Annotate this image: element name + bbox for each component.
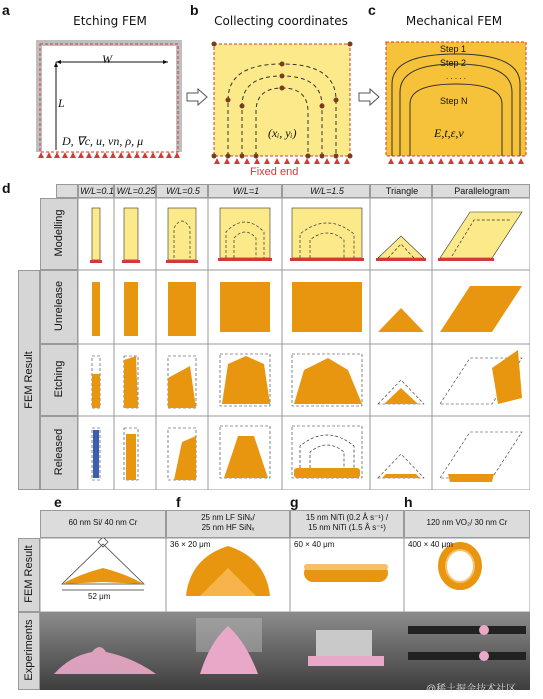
step-dots: . . . . . (446, 72, 467, 81)
sem-image-e (40, 612, 166, 690)
arrow-a-to-b (186, 88, 208, 111)
panel-f-material-1: 25 nm LF SiNₓ/ (201, 513, 255, 522)
panel-e-label: e (54, 494, 62, 510)
width-label: W (102, 52, 112, 66)
fem-result-grid (78, 198, 530, 490)
arrow-b-to-c (358, 88, 380, 111)
col-header-1: W/L=0.25 (114, 184, 156, 198)
etching-params: D, ∇c, u, νn, ρ, μ (62, 134, 144, 148)
sem-image-h (404, 612, 530, 690)
table-header-corner (56, 184, 78, 198)
group-label-fem-text: FEM Result (23, 351, 35, 409)
step-2-label: Step 2 (440, 58, 467, 68)
sem-image-g (290, 612, 404, 690)
fem-result-row (40, 538, 530, 612)
col-header-4: W/L=1.5 (282, 184, 370, 198)
coordinates-box (210, 40, 354, 166)
panel-c-label: c (368, 2, 376, 18)
sem-image-f (166, 612, 290, 690)
col-header-0: W/L=0.1 (78, 184, 114, 198)
panel-g-label: g (290, 494, 299, 510)
col-header-6: Parallelogram (432, 184, 530, 198)
col-header-3: W/L=1 (208, 184, 282, 198)
col-header-5: Triangle (370, 184, 432, 198)
col-header-2: W/L=0.5 (156, 184, 208, 198)
panel-f-material-2: 25 nm HF SiNₓ (201, 523, 255, 532)
panel-c-title: Mechanical FEM (405, 14, 503, 28)
panel-e-material: 60 nm Si/ 40 nm Cr (68, 518, 138, 527)
row-label-modelling-text: Modelling (53, 209, 65, 257)
panel-h-label: h (404, 494, 413, 510)
panel-b-title: Collecting coordinates (214, 14, 348, 28)
bottom-row-fem-text: FEM Result (23, 545, 35, 603)
panel-d-label: d (2, 180, 11, 196)
panel-h-material: 120 nm VO₂/ 30 nm Cr (426, 518, 508, 527)
row-label-released-text: Released (53, 428, 65, 476)
panel-a-label: a (2, 2, 10, 18)
row-label-etching-text: Etching (53, 360, 65, 398)
panel-h-dimension: 400 × 40 μm (408, 540, 453, 549)
coordinate-label: (xᵢ, yᵢ) (268, 126, 297, 140)
fixed-end-label: Fixed end (250, 166, 299, 178)
panel-g-material-1: 15 nm NiTi (0.2 Å s⁻¹) / (305, 513, 389, 522)
panel-f-dimension: 36 × 20 μm (170, 540, 211, 549)
panel-b-label: b (190, 2, 199, 18)
length-label: L (58, 96, 65, 110)
panel-g-material-2: 15 nm NiTi (1.5 Å s⁻¹) (308, 523, 386, 532)
panel-g-dimension-text: 60 × 40 μm (294, 540, 335, 549)
bottom-row-experiments-text: Experiments (23, 619, 35, 681)
panel-f-label: f (176, 494, 181, 510)
mechanical-params: E,t,ε,ν (434, 126, 464, 140)
panel-e-dimension: 52 μm (88, 592, 111, 601)
watermark: @稀土掘金技术社区 (426, 684, 517, 695)
step-1-label: Step 1 (440, 44, 467, 54)
panel-a-title: Etching FEM (73, 14, 147, 28)
row-label-unrelease-text: Unrelease (53, 280, 65, 332)
step-n-label: Step N (440, 96, 468, 106)
